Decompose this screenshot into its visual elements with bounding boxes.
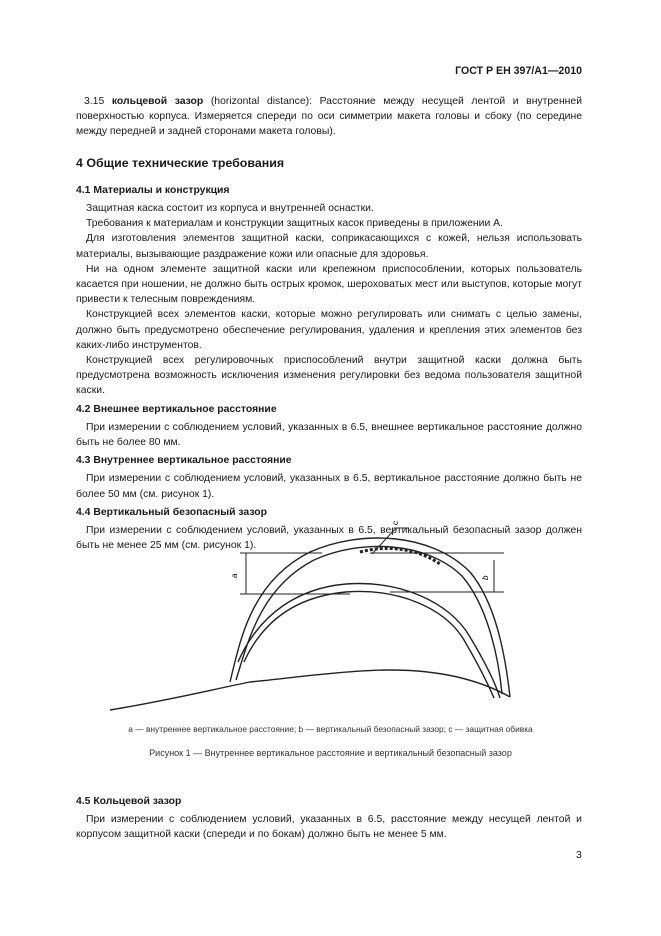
paragraph: Конструкцией всех элементов каски, которые можно регулировать или снимать с целью замены, должно быть предусмотрено обеспечение регулирования, удаления и крепления этих элементов без каких-либо инструментов.	[76, 309, 582, 351]
protective-padding	[360, 548, 440, 564]
label-a: a	[230, 573, 239, 578]
subsection-4-2-title: 4.2 Внешнее вертикальное расстояние	[76, 403, 277, 415]
figure-legend: a — внутреннее вертикальное расстояние; b — вертикальный безопасный зазор; c — защитная обивка	[128, 724, 533, 734]
page-body	[76, 70, 582, 553]
paragraph: При измерении с соблюдением условий, указанных в 6.5, вертикальное расстояние должно быть не более 50 мм (см. рисунок 1).	[76, 473, 582, 500]
clause-3-15	[76, 94, 582, 140]
clause-term: кольцевой зазор	[111, 96, 204, 107]
figure-caption: Рисунок 1 — Внутреннее вертикальное расстояние и вертикальный безопасный зазор	[149, 748, 512, 758]
paragraph: Защитная каска состоит из корпуса и внутренней оснастки.	[86, 203, 374, 215]
subsection-4-3-title: 4.3 Внутреннее вертикальное расстояние	[76, 455, 292, 467]
subsection-4-5-title: 4.5 Кольцевой зазор	[76, 796, 182, 807]
paragraph: При измерении с соблюдением условий, указанных в 6.5, расстояние между несущей лентой и корпусом защитной каски (спереди и по бокам) должно быть не менее 5 мм.	[76, 814, 582, 841]
document-header: ГОСТ Р ЕН 397/А1—2010	[455, 65, 582, 77]
page-number: 3	[576, 850, 582, 861]
helmet-shell-outer	[230, 538, 510, 697]
leader-c	[372, 528, 396, 554]
paragraph: Конструкцией всех регулировочных приспособлений внутри защитной каски должна быть предусмотрена возможность исключения изменения регулировки без ведома пользователя защитной каски.	[76, 355, 582, 397]
subsection-4-1-title: 4.1 Материалы и конструкция	[76, 184, 230, 196]
section-title: 4 Общие технические требования	[76, 155, 285, 170]
paragraph: Для изготовления элементов защитной каски, соприкасающихся с кожей, нельзя использовать материалы, вызывающие раздражение кожи или опасные для здоровья.	[76, 233, 582, 260]
clause-text: (horizontal distance): Расстояние между несущей лентой и внутренней поверхностью корпуса. Измеряется спереди по оси симметрии макета головы и сбоку (по середине между передней и задней сторонами макета головы).	[76, 96, 583, 138]
paragraph: Требования к материалам и конструкции защитных касок приведены в приложении А.	[86, 218, 503, 230]
page-body-bottom	[76, 794, 582, 843]
subsection-4-4-title: 4.4 Вертикальный безопасный зазор	[76, 506, 267, 518]
cradle-outer	[238, 584, 500, 698]
label-c: c	[391, 521, 400, 525]
paragraph: Ни на одном элементе защитной каски или крепежном приспособлении, которых пользователь касается при ношении, не должно быть острых кромок, шероховатых мест или выступов, которые могут привести к телесным повреждениям.	[76, 263, 582, 306]
clause-number: 3.15	[84, 96, 105, 107]
paragraph: При измерении с соблюдением условий, указанных в 6.5, внешнее вертикальное расстояние должно быть не более 80 мм.	[76, 421, 582, 449]
paragraph: При измерении с соблюдением условий, указанных в 6.5, вертикальный безопасный зазор должен быть не менее 25 мм (см. рисунок 1).	[76, 525, 582, 552]
helmet-figure	[90, 512, 550, 712]
helmet-shell-inner	[236, 546, 502, 694]
head-outline	[110, 670, 510, 710]
label-b: b	[481, 575, 490, 580]
